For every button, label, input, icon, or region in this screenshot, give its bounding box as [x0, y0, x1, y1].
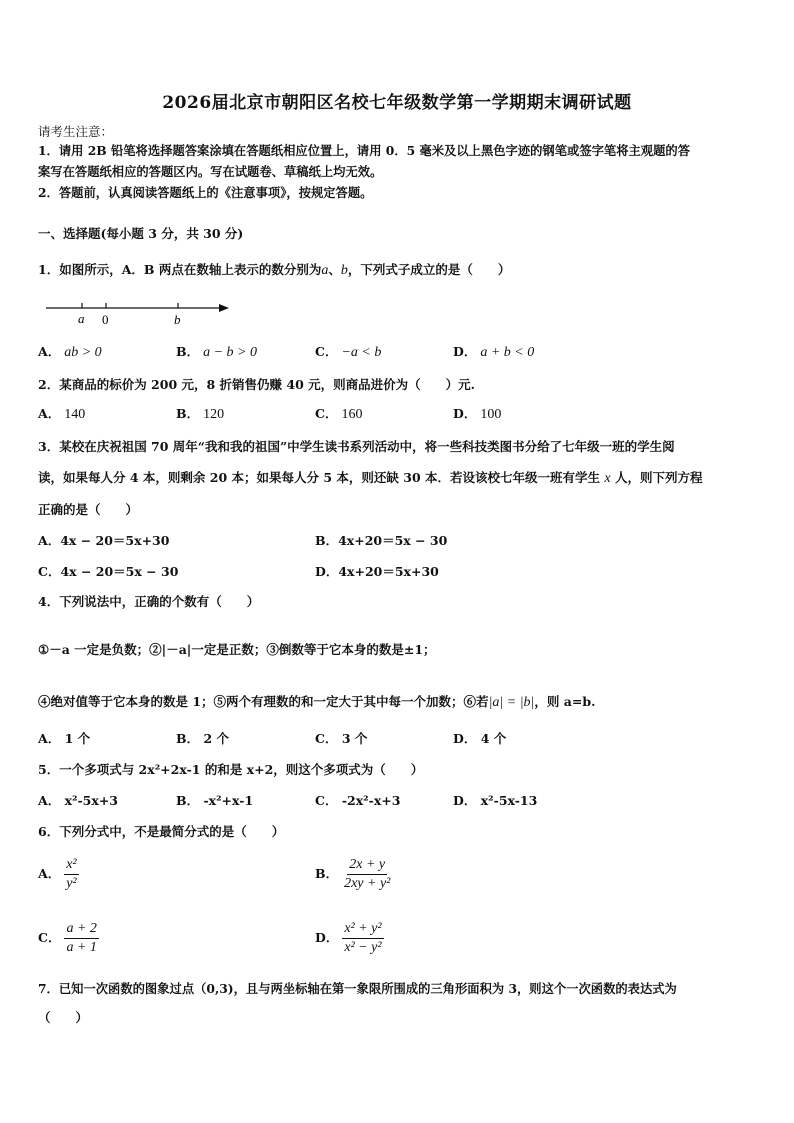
q1-option-d: D． a + b < 0 [453, 344, 535, 360]
arrow-icon [219, 304, 229, 312]
q5-option-d: D． x²-5x-13 [453, 793, 538, 808]
fraction-a: $\frac{\text{x²}}{\text{y²}}$ [66, 857, 77, 891]
label-b: b [174, 312, 181, 327]
notice-heading: 请考生注意： [38, 124, 114, 139]
question-7-line-2: （ ） [38, 1010, 89, 1025]
question-4-stem: 4．下列说法中，正确的个数有（ ） [38, 594, 260, 609]
q3-option-b: B．4x+20＝5x − 30 [315, 533, 448, 548]
q5-option-c: C． -2x²-x+3 [315, 793, 401, 808]
question-4-line-2: ④绝对值等于它本身的数是 1；⑤两个有理数的和一定大于其中每一个加数；⑥若|a| = |b|，则 a=b. [38, 694, 596, 710]
question-1-stem: 1．如图所示，A．B 两点在数轴上表示的数分别为a、b，下列式子成立的是（ ） [38, 262, 511, 278]
q4-option-c: C． 3 个 [315, 731, 368, 746]
q1-option-b: B． a − b > 0 [176, 344, 257, 360]
q2-option-c: C． 160 [315, 406, 363, 422]
question-6-stem: 6．下列分式中，不是最简分式的是（ ） [38, 824, 285, 839]
number-line-diagram [40, 296, 236, 328]
q3-option-a: A．4x − 20＝5x+30 [38, 533, 170, 548]
q4-option-b: B． 2 个 [176, 731, 229, 746]
notice-line-1a: 1．请用 2B 铅笔将选择题答案涂填在答题纸相应位置上，请用 0．5 毫米及以上黑色字迹的钢笔或签字笔将主观题的答 [38, 143, 690, 158]
notice-line-2: 2．答题前，认真阅读答题纸上的《注意事项》，按规定答题。 [38, 185, 373, 200]
fraction-c: $\frac{a + 2}{a + 1}$ [66, 921, 97, 955]
fraction-b: $\frac{2x + y}{\text{2xy + y²}}$ [344, 857, 391, 891]
q3-option-c: C．4x − 20＝5x − 30 [38, 564, 179, 579]
question-5-stem: 5．一个多项式与 2x²+2x-1 的和是 x+2，则这个多项式为（ ） [38, 762, 424, 777]
q4-option-a: A． 1 个 [38, 731, 91, 746]
q2-option-d: D． 100 [453, 406, 502, 422]
q2-option-a: A． 140 [38, 406, 86, 422]
question-3-line-2: 读，如果每人分 4 本，则剩余 20 本；如果每人分 5 本，则还缺 30 本．若设该校七年级一班有学生 x 人，则下列方程 [38, 470, 703, 486]
question-7-line-1: 7．已知一次函数的图象过点（0,3)，且与两坐标轴在第一象限所围成的三角形面积为 3，则这个一次函数的表达式为 [38, 981, 677, 996]
page-title: 2026届北京市朝阳区名校七年级数学第一学期期末调研试题 [162, 93, 632, 113]
q6-option-c: C． $\frac{a + 2}{a + 1}$ [38, 921, 97, 955]
section-heading: 一、选择题(每小题 3 分，共 30 分) [38, 226, 244, 241]
notice-line-1b: 案写在答题纸相应的答题区内。写在试题卷、草稿纸上均无效。 [38, 164, 383, 179]
q1-option-c: C． −a < b [315, 344, 382, 360]
q5-option-a: A． x²-5x+3 [38, 793, 118, 808]
label-a: a [78, 311, 85, 326]
q6-option-d: D． $\frac{\text{x² + y²}}{\text{x² − y²}}$ [315, 921, 382, 955]
q6-option-b: B． $\frac{2x + y}{\text{2xy + y²}}$ [315, 857, 391, 891]
question-3-line-3: 正确的是（ ） [38, 502, 139, 517]
q4-option-d: D． 4 个 [453, 731, 507, 746]
q3-option-d: D．4x+20＝5x+30 [315, 564, 439, 579]
question-3-line-1: 3．某校在庆祝祖国 70 周年“我和我的祖国”中学生读书系列活动中，将一些科技类图书分给了七年级一班的学生阅 [38, 439, 675, 454]
q5-option-b: B． -x²+x-1 [176, 793, 254, 808]
question-2-stem: 2．某商品的标价为 200 元，8 折销售仍赚 40 元，则商品进价为（ ）元. [38, 377, 475, 392]
label-0: 0 [102, 312, 109, 327]
fraction-d: $\frac{\text{x² + y²}}{\text{x² − y²}}$ [344, 921, 382, 955]
q6-option-a: A． $\frac{\text{x²}}{\text{y²}}$ [38, 857, 77, 891]
q1-option-a: A． ab > 0 [38, 344, 102, 360]
q2-option-b: B． 120 [176, 406, 225, 422]
question-4-line-1: ①－a 一定是负数；②|－a|一定是正数；③倒数等于它本身的数是±1； [38, 642, 436, 657]
